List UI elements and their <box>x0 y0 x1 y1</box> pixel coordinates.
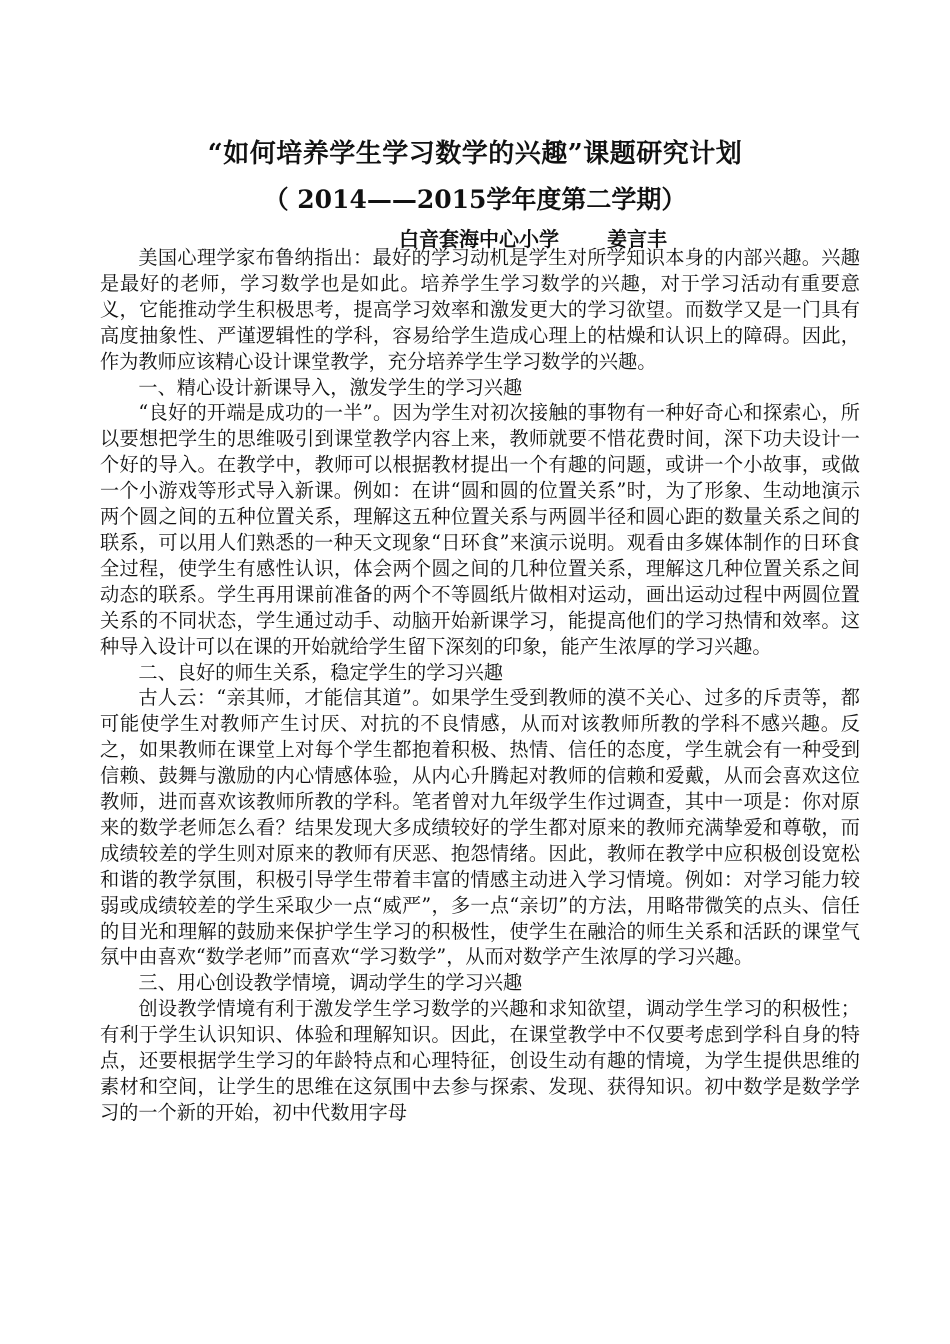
document-title: “如何培养学生学习数学的兴趣”课题研究计划 <box>207 139 743 169</box>
document-body <box>100 245 860 1126</box>
section-2-paragraph: 古人云：“亲其师，才能信其道”。如果学生受到教师的漠不关心、过多的斥责等，都可能使学生对教师产生讨厌、对抗的不良情感，从而对该教师所教的学科不感兴趣。反之，如果教师在课堂上对每个学生都抱着积极、热情、信任的态度，学生就会有一种受到信赖、鼓舞与激励的内心情感体验，从内心升腾起对教师的信赖和爱戴，从而会喜欢这位教师，进而喜欢该教师所教的学科。笔者曾对九年级学生作过调查，其中一项是：你对原来的数学老师怎么看？结果发现大多成绩较好的学生都对原来的教师充满挚爱和尊敬，而成绩较差的学生则对原来的教师有厌恶、抱怨情绪。因此，教师在教学中应积极创设宽松和谐的教学氛围，积极引导学生带着丰富的情感主动进入学习情境。例如：对学习能力较弱或成绩较差的学生采取少一点“威严”，多一点“亲切”的方法，用略带微笑的点头、信任的目光和理解的鼓励来保护学生学习的积极性，使学生在融洽的师生关系和活跃的课堂气氛中由喜欢“数学老师”而喜欢“学习数学”，从而对数学产生浓厚的学习兴趣。 <box>100 686 860 969</box>
section-heading-3: 三、用心创设教学情境，调动学生的学习兴趣 <box>138 971 523 995</box>
school-name: 白音套海中心小学 <box>399 227 559 251</box>
document-subtitle: （ 2014——2015学年度第二学期） <box>263 185 687 214</box>
section-3-paragraph: 创设教学情境有利于激发学生学习数学的兴趣和求知欲望，调动学生学习的积极性；有利于学生认识知识、体验和理解知识。因此，在课堂教学中不仅要考虑到学科自身的特点，还要根据学生学习的年龄特点和心理特征，创设生动有趣的情境，为学生提供思维的素材和空间，让学生的思维在这氛围中去参与探索、发现、获得知识。初中数学是数学学习的一个新的开始，初中代数用字母 <box>100 997 860 1124</box>
section-heading-1: 一、精心设计新课导入，激发学生的学习兴趣 <box>138 375 523 399</box>
section-heading-2: 二、良好的师生关系，稳定学生的学习兴趣 <box>138 660 503 684</box>
author-name: 姜言丰 <box>607 227 667 251</box>
section-1-paragraph: “良好的开端是成功的一半”。因为学生对初次接触的事物有一种好奇心和探索心，所以要想把学生的思维吸引到课堂教学内容上来，教师就要不惜花费时间，深下功夫设计一个好的导入。在教学中，教师可以根据教材提出一个有趣的问题，或讲一个小故事，或做一个小游戏等形式导入新课。例如：在讲“圆和圆的位置关系”时，为了形象、生动地演示两个圆之间的五种位置关系，理解这五种位置关系与两圆半径和圆心距的数量关系之间的联系，可以用人们熟悉的一种天文现象“日环食”来演示说明。观看由多媒体制作的日环食全过程，使学生有感性认识，体会两个圆之间的几种位置关系，理解这几种位置关系之间动态的联系。学生再用课前准备的两个不等圆纸片做相对运动，画出运动过程中两圆位置关系的不同状态，学生通过动手、动脑开始新课学习，能提高他们的学习热情和效率。这种导入设计可以在课的开始就给学生留下深刻的印象，能产生浓厚的学习兴趣。 <box>100 401 860 658</box>
intro-paragraph: 美国心理学家布鲁纳指出：最好的学习动机是学生对所学知识本身的内部兴趣。兴趣是最好的老师，学习数学也是如此。培养学生学习数学的兴趣，对于学习活动有重要意义，它能推动学生积极思考，提高学习效率和激发更大的学习欲望。而数学又是一门具有高度抽象性、严谨逻辑性的学科，容易给学生造成心理上的枯燥和认识上的障碍。因此，作为教师应该精心设计课堂教学，充分培养学生学习数学的兴趣。 <box>100 246 860 373</box>
